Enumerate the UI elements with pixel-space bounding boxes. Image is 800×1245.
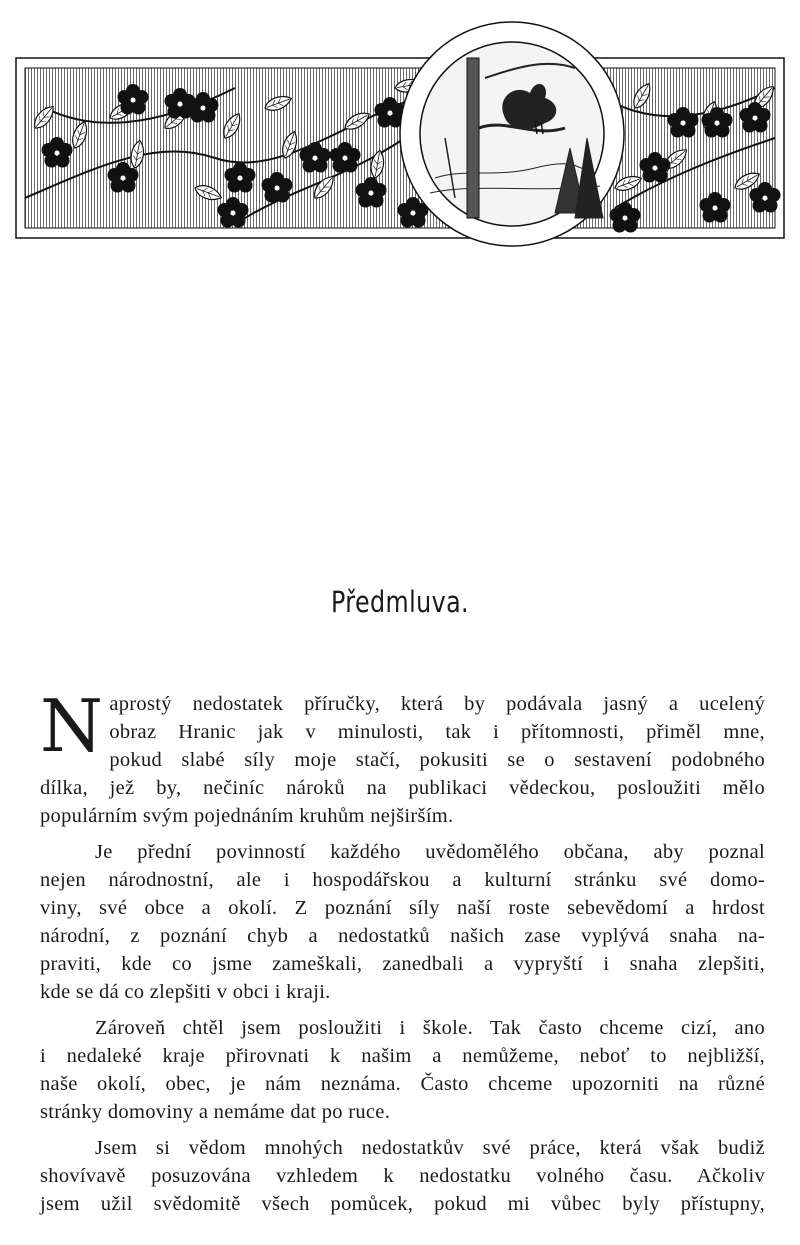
text-line: viny, své obce a okolí. Z poznání síly naší roste sebevědomí a hrdost bbox=[40, 897, 765, 919]
text-line: kde se dá co zlepšiti v obci i kraji. bbox=[40, 981, 331, 1003]
text-line: národní, z poznání chyb a nedostatků našich zase vyplývá snaha na- bbox=[40, 925, 765, 947]
text-line: Jsem si vědom mnohých nedostatkův své práce, která však budiž bbox=[95, 1137, 765, 1159]
text-line: Zároveň chtěl jsem posloužiti i škole. Tak často chceme cizí, ano bbox=[95, 1017, 765, 1039]
text-line: shovívavě posuzována vzhledem k nedostatku volného času. Ačkoliv bbox=[40, 1165, 765, 1187]
text-line: stránky domoviny a nemáme dat po ruce. bbox=[40, 1101, 391, 1123]
decorative-header-banner bbox=[15, 18, 785, 250]
text-line: obraz Hranic jak v minulosti, tak i přítomnosti, přiměl mne, bbox=[109, 721, 765, 743]
text-line: dílka, jež by, nečiníc nároků na publikaci vědeckou, posloužiti mělo bbox=[40, 777, 765, 799]
paragraph-1 bbox=[40, 684, 765, 830]
text-line: jsem užil svědomitě všech pomůcek, pokud mi vůbec byly přístupny, bbox=[40, 1193, 765, 1215]
text-line: i nedaleké kraje přirovnati k našim a nemůžeme, neboť to nejbližší, bbox=[40, 1045, 765, 1067]
paragraph-3 bbox=[40, 1014, 765, 1126]
text-line: nejen národnostní, ale i hospodářskou a kulturní stránku své domo- bbox=[40, 869, 765, 891]
drop-cap-letter: N bbox=[40, 684, 104, 768]
text-line: Je přední povinností každého uvědomělého občana, aby poznal bbox=[95, 841, 765, 863]
paragraph-4 bbox=[40, 1134, 765, 1218]
medallion bbox=[400, 22, 624, 246]
text-line: populárním svým pojednáním kruhům nejširším. bbox=[40, 805, 454, 827]
text-line: pokud slabé síly moje stačí, pokusiti se o sestavení podobného bbox=[109, 749, 765, 771]
paragraph-2 bbox=[40, 838, 765, 1006]
text-line: naše okolí, obec, je nám neznáma. Často chceme upozorniti na různé bbox=[40, 1073, 765, 1095]
text-line: aprostý nedostatek příručky, která by podávala jasný a ucelený bbox=[109, 693, 765, 715]
page-title: Předmluva. bbox=[330, 585, 470, 619]
text-line: praviti, kde co jsme zameškali, zanedbali a vypryští i snaha zlepšiti, bbox=[40, 953, 765, 975]
preface-text bbox=[40, 684, 765, 1226]
